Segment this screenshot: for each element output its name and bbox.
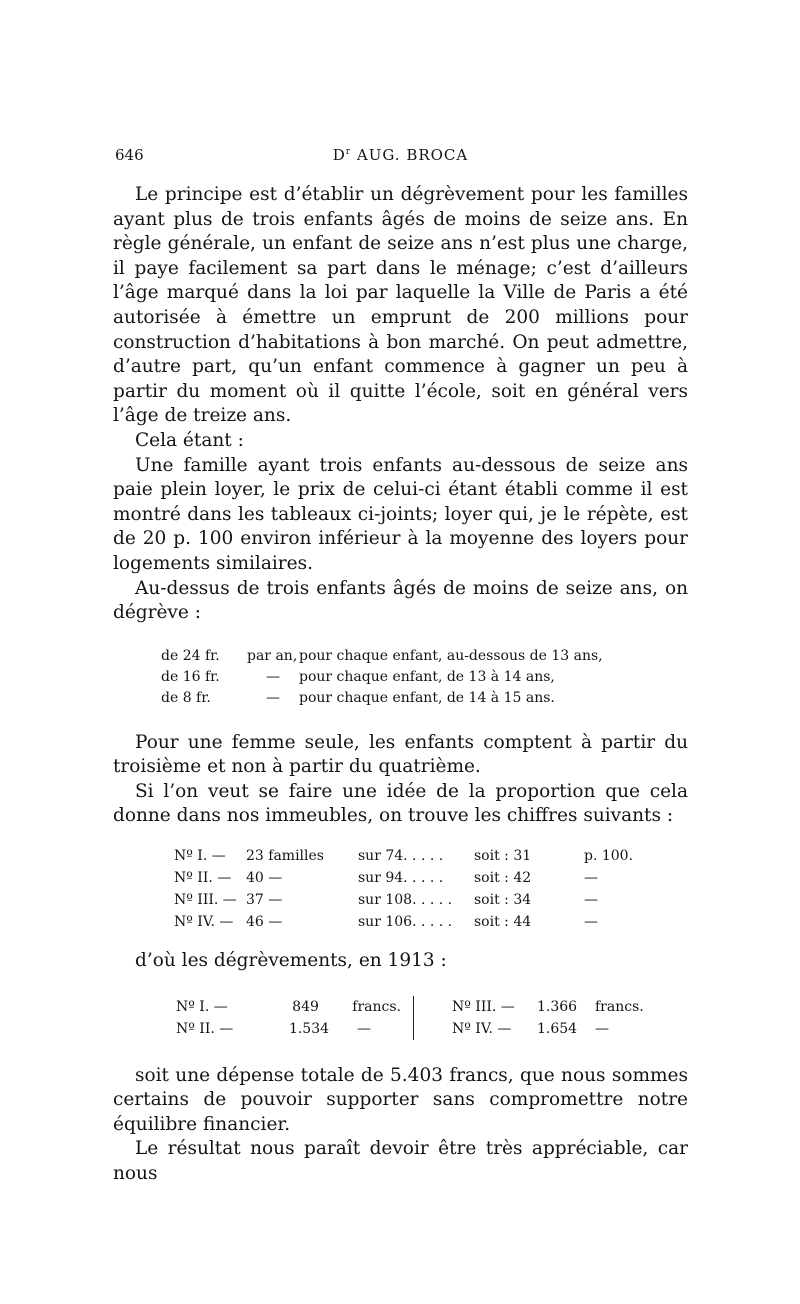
list-item: de 16 fr. — pour chaque enfant, de 13 à 14 ans, bbox=[161, 668, 555, 685]
running-title-sup: r bbox=[345, 147, 352, 157]
table-row: Nº I. — 23 familles sur 74. . . . . soit : 31 p. 100. bbox=[174, 848, 634, 865]
table-row: Nº IV. — 46 — sur 106. . . . . soit : 44 — bbox=[174, 914, 598, 931]
paragraph-resultat: Le résultat nous paraît devoir être très appréciable, car nous bbox=[113, 1138, 688, 1185]
paragraph-depense-totale: soit une dépense totale de 5.403 francs, que nous sommes certains de pouvoir supporter sans compromettre notre équilibre financier. bbox=[113, 1064, 688, 1135]
table-row: Nº II. — 40 — sur 94. . . . . soit : 42 — bbox=[174, 870, 598, 887]
running-title bbox=[113, 146, 688, 164]
degrevements-table bbox=[176, 996, 688, 1040]
table-row: Nº II. — 1.534 — bbox=[176, 1020, 371, 1037]
table-row: Nº I. — 849 francs. bbox=[176, 998, 401, 1015]
paragraph-principe: Le principe est d’établir un dégrèvement pour les familles ayant plus de trois enfants âgés de moins de seize ans. En règle générale, un enfant de seize ans n’est plus une charge, il paye facilement sa part dans le ménage; c’est d’ailleurs l’âge marqué dans la loi par laquelle la Ville de Paris a été autorisée à émettre un emprunt de 200 millions pour construction d’habitations à bon marché. On peut admettre, d’autre part, qu’un enfant commence à gagner un peu à partir du moment où il quitte l’école, soit en général vers l’âge de treize ans. bbox=[113, 184, 688, 427]
paragraph-proportion: Si l’on veut se faire une idée de la proportion que cela donne dans nos immeubles, on trouve les chiffres suivants : bbox=[113, 780, 688, 827]
degrevements-left-column bbox=[176, 996, 414, 1040]
paragraph-cela-etant: Cela étant : bbox=[135, 429, 244, 451]
running-title-rest: AUG. BROCA bbox=[351, 146, 469, 164]
degrevements-right-column bbox=[414, 996, 644, 1040]
page-number: 646 bbox=[115, 146, 144, 164]
table-row: Nº IV. — 1.654 — bbox=[452, 1020, 609, 1037]
page-header bbox=[113, 146, 688, 174]
running-title-prefix: D bbox=[332, 146, 346, 164]
document-page bbox=[113, 146, 688, 1187]
stats-table bbox=[174, 845, 688, 933]
paragraph-dou-degrevements: d’où les dégrèvements, en 1913 : bbox=[135, 950, 447, 972]
list-item: de 8 fr. — pour chaque enfant, de 14 à 15 ans. bbox=[161, 689, 555, 706]
table-row: Nº III. — 37 — sur 108. . . . . soit : 34 — bbox=[174, 892, 598, 909]
paragraph-famille: Une famille ayant trois enfants au-dessous de seize ans paie plein loyer, le prix de celui-ci étant établi comme il est montré dans les tableaux ci-joints; loyer qui, je le répète, est de 20 p. 100 environ inférieur à la moyenne des loyers pour logements similaires. bbox=[113, 454, 688, 574]
paragraph-au-dessus: Au-dessus de trois enfants âgés de moins de seize ans, on dégrève : bbox=[113, 577, 688, 624]
table-row: Nº III. — 1.366 francs. bbox=[452, 998, 644, 1015]
paragraph-femme-seule: Pour une femme seule, les enfants comptent à partir du troisième et non à partir du quatrième. bbox=[113, 731, 688, 778]
list-item: de 24 fr. par an, pour chaque enfant, au-dessous de 13 ans, bbox=[161, 647, 603, 664]
degrevement-list bbox=[161, 646, 688, 709]
